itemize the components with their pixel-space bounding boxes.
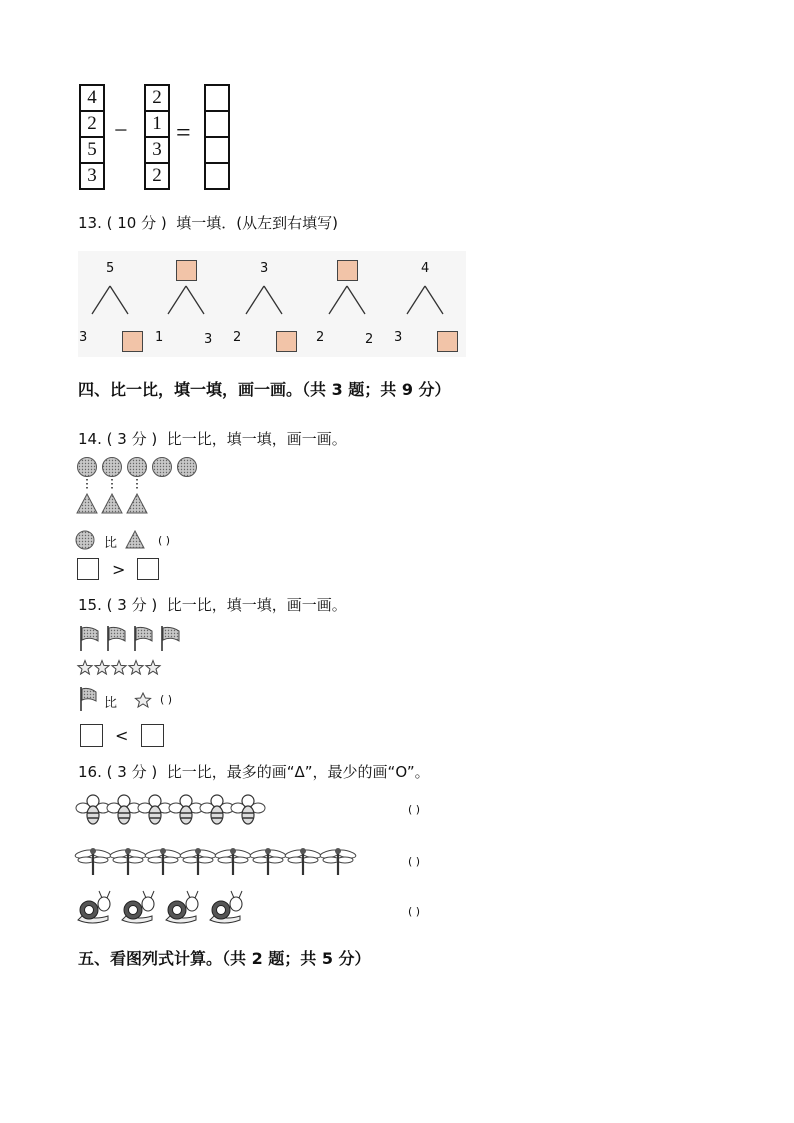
- dragonfly-wing: [232, 857, 248, 863]
- section-4-title: 四、比一比，填一填，画一画。（共 3 题；共 9 分）: [78, 380, 451, 399]
- snail-icon: [78, 891, 110, 923]
- q13-text: 填一填．(从左到右填写): [176, 214, 339, 232]
- snail-antenna: [107, 891, 110, 898]
- tree-left-number: 3: [79, 330, 88, 345]
- q15-number: 15.: [78, 596, 102, 614]
- bee-body: [149, 806, 161, 824]
- dragonfly-wing: [337, 857, 353, 863]
- tree-left-number: 2: [233, 330, 242, 345]
- snail-antenna: [231, 891, 234, 898]
- bee-icon: [200, 795, 234, 824]
- snail-head: [142, 897, 154, 911]
- bee-head: [149, 795, 161, 807]
- q15-compare-word: 比: [104, 696, 118, 711]
- bee-body: [87, 806, 99, 824]
- snail-antenna: [99, 891, 102, 898]
- q15-relation-sign: <: [115, 726, 129, 745]
- dragonfly-icon: [249, 848, 286, 875]
- bee-body: [211, 806, 223, 824]
- bee-icon: [107, 795, 141, 824]
- bee-head: [180, 795, 192, 807]
- q14-number: 14.: [78, 430, 102, 448]
- tree-top-number: 4: [421, 261, 430, 276]
- dragonfly-icon: [214, 848, 251, 875]
- dragonfly-wing: [127, 857, 143, 863]
- q14-relation-sign: >: [112, 560, 126, 579]
- tree-right-number: 3: [204, 332, 213, 347]
- dragonfly-head: [195, 848, 201, 854]
- q15-text: 比一比，填一填，画一画。: [166, 596, 347, 614]
- q14-text: 比一比，填一填，画一画。: [166, 430, 347, 448]
- q16-paren-dragonfly[interactable]: ( ): [408, 855, 421, 868]
- snail-shell-spiral: [217, 906, 226, 915]
- tree-top-number: 5: [106, 261, 115, 276]
- snail-antenna: [143, 891, 146, 898]
- q16-dragonfly-row: [74, 848, 356, 875]
- bee-head: [242, 795, 254, 807]
- snail-shell-spiral: [129, 906, 138, 915]
- q15-points: ( 3 分 ): [106, 596, 158, 614]
- minuend-cell: 3: [79, 162, 105, 190]
- dragonfly-icon: [74, 848, 111, 875]
- bee-head: [211, 795, 223, 807]
- dragonfly-head: [265, 848, 271, 854]
- dragonfly-icon: [319, 848, 356, 875]
- snail-antenna: [195, 891, 198, 898]
- q13-points: ( 10 分 ): [106, 214, 167, 232]
- minuend-cell: 5: [79, 136, 105, 164]
- snail-icon: [210, 891, 242, 923]
- dragonfly-head: [125, 848, 131, 854]
- dragonfly-icon: [179, 848, 216, 875]
- snail-icon: [122, 891, 154, 923]
- snail-antenna: [239, 891, 242, 898]
- dragonfly-wing: [267, 857, 283, 863]
- q15-answer-paren[interactable]: ( ): [160, 693, 173, 706]
- dragonfly-icon: [284, 848, 321, 875]
- dragonfly-head: [300, 848, 306, 854]
- bee-icon: [76, 795, 110, 824]
- bee-body: [180, 806, 192, 824]
- bee-body: [118, 806, 130, 824]
- snail-head: [98, 897, 110, 911]
- q16-paren-snail[interactable]: ( ): [408, 905, 421, 918]
- tree-right-number: 2: [365, 332, 374, 347]
- tree-left-number: 3: [394, 330, 403, 345]
- snail-shell-spiral: [173, 906, 182, 915]
- bee-head: [118, 795, 130, 807]
- bee-icon: [231, 795, 265, 824]
- dragonfly-head: [335, 848, 341, 854]
- q16-text: 比一比，最多的画“Δ”，最少的画“O”。: [166, 763, 430, 781]
- q14-compare-word: 比: [104, 536, 118, 551]
- subtrahend-cell: 1: [144, 110, 170, 138]
- dragonfly-wing: [302, 857, 318, 863]
- dragonfly-icon: [144, 848, 181, 875]
- bee-icon: [138, 795, 172, 824]
- q16-snail-row: [78, 891, 242, 923]
- dragonfly-head: [160, 848, 166, 854]
- dragonfly-wing: [197, 857, 213, 863]
- q16-number: 16.: [78, 763, 102, 781]
- q13-number: 13.: [78, 214, 102, 232]
- snail-shell-spiral: [85, 906, 94, 915]
- dragonfly-wing: [162, 857, 178, 863]
- dragonfly-head: [90, 848, 96, 854]
- snail-icon: [166, 891, 198, 923]
- bee-head: [87, 795, 99, 807]
- snail-antenna: [187, 891, 190, 898]
- dragonfly-head: [230, 848, 236, 854]
- bee-icon: [169, 795, 203, 824]
- q14-points: ( 3 分 ): [106, 430, 158, 448]
- minus-sign: −: [114, 118, 128, 144]
- subtrahend-cell: 2: [144, 84, 170, 112]
- snail-head: [186, 897, 198, 911]
- q14-answer-paren[interactable]: ( ): [158, 534, 171, 547]
- snail-antenna: [151, 891, 154, 898]
- tree-top-number: 3: [260, 261, 269, 276]
- minuend-cell: 4: [79, 84, 105, 112]
- tree-left-number: 1: [155, 330, 164, 345]
- subtrahend-cell: 2: [144, 162, 170, 190]
- snail-head: [230, 897, 242, 911]
- q16-bee-row: [76, 795, 265, 824]
- tree-left-number: 2: [316, 330, 325, 345]
- section-5-title: 五、看图列式计算。（共 2 题；共 5 分）: [78, 949, 371, 968]
- dragonfly-wing: [92, 857, 108, 863]
- dragonfly-icon: [109, 848, 146, 875]
- bee-body: [242, 806, 254, 824]
- minuend-cell: 2: [79, 110, 105, 138]
- q16-paren-bee[interactable]: ( ): [408, 803, 421, 816]
- subtrahend-cell: 3: [144, 136, 170, 164]
- q16-points: ( 3 分 ): [106, 763, 158, 781]
- equals-sign: =: [176, 118, 191, 147]
